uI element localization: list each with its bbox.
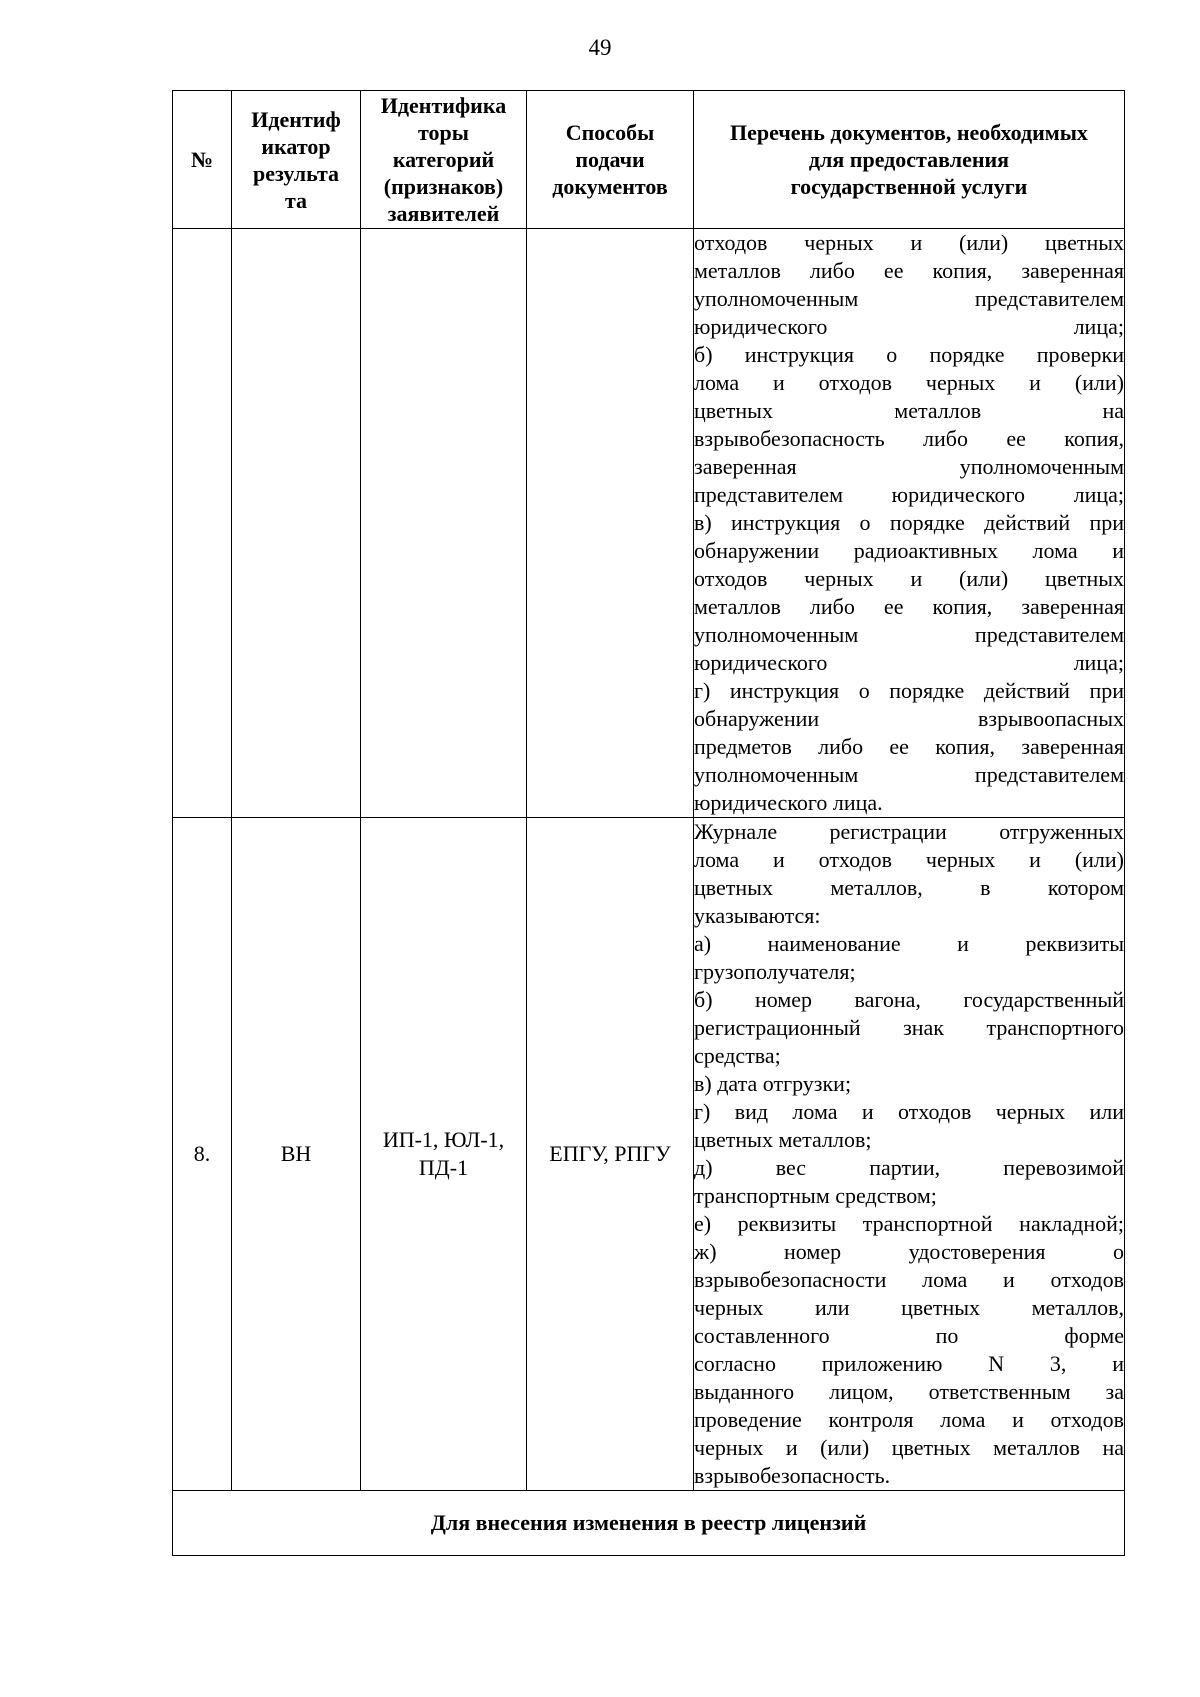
text-line: составленного по форме [694,1323,1124,1348]
text-line: в) инструкция о порядке действий при [694,510,1124,535]
section-heading: Для внесения изменения в реестр лицензий [173,1491,1125,1556]
cell-result-id: ВН [232,818,361,1491]
header-line: торы [418,120,469,145]
row-8 [173,818,1125,1491]
cell-documents [694,818,1125,1491]
text-line: металлов либо ее копия, заверенная [694,258,1124,283]
continuation-row [173,229,1125,818]
header-line: заявителей [387,201,500,226]
text-line: ж) номер удостоверения о [694,1239,1124,1264]
text-line: а) наименование и реквизиты [694,931,1124,956]
header-line: икатор [261,133,331,159]
text-line: согласно приложению N 3, и [694,1351,1124,1376]
cell-number: 8. [173,818,232,1491]
text-line: Журнале регистрации отгруженных [694,819,1124,844]
text-line: указываются: [694,903,821,928]
header-line: государственной услуги [790,174,1028,199]
header-line: Идентифика [380,93,507,118]
text-line: юридического лица; [694,650,1124,675]
text-line: черных и (или) цветных металлов на [694,1435,1124,1460]
header-line: Способы [565,120,655,145]
text-line: уполномоченным представителем [694,622,1124,647]
text-line: грузополучателя; [694,959,856,984]
text-line: взрывобезопасность либо ее копия, [694,426,1124,451]
text-line: в) дата отгрузки; [694,1071,852,1096]
header-line: результа [252,160,340,186]
header-category-ids [361,91,527,229]
header-line: документов [552,174,668,199]
header-result-id [232,91,361,229]
category-line: ПД-1 [418,1155,469,1180]
text-line: черных или цветных металлов, [694,1295,1124,1320]
header-line: (признаков) [383,174,504,199]
header-number-label: № [190,147,214,172]
header-line: Перечень документов, необходимых [730,120,1088,145]
header-number [173,91,232,229]
text-line: г) вид лома и отходов черных или [694,1099,1124,1124]
header-line: Идентиф [251,106,341,132]
header-line: та [284,187,308,213]
section-footer-row [173,1491,1125,1556]
page-number: 49 [588,35,612,60]
text-line: цветных металлов; [694,1127,872,1152]
text-line: металлов либо ее копия, заверенная [694,594,1124,619]
text-line: лома и отходов черных и (или) [694,847,1124,872]
text-line: выданного лицом, ответственным за [694,1379,1124,1404]
text-line: обнаружении взрывоопасных [694,706,1124,731]
header-row [173,91,1125,229]
text-line: транспортным средством; [694,1183,937,1208]
header-documents [694,91,1125,229]
text-line: цветных металлов на [694,398,1124,423]
text-line: юридического лица. [694,790,883,815]
header-line: для предоставления [808,147,1010,172]
services-table [172,90,1125,1556]
category-line: ИП-1, ЮЛ-1, [382,1127,505,1152]
text-line: обнаружении радиоактивных лома и [694,538,1124,563]
text-line: уполномоченным представителем [694,286,1124,311]
text-line: отходов черных и (или) цветных [694,566,1124,591]
cell-category-ids [361,818,527,1491]
text-line: уполномоченным представителем [694,762,1124,787]
cell-number [173,229,232,818]
cell-submission: ЕПГУ, РПГУ [527,818,694,1491]
cell-result-id [232,229,361,818]
text-line: регистрационный знак транспортного [694,1015,1124,1040]
text-line: б) номер вагона, государственный [694,987,1124,1012]
text-line: б) инструкция о порядке проверки [694,342,1124,367]
cell-submission [527,229,694,818]
text-line: отходов черных и (или) цветных [694,230,1124,255]
text-line: проведение контроля лома и отходов [694,1407,1124,1432]
text-line: представителем юридического лица; [694,482,1124,507]
text-line: г) инструкция о порядке действий при [694,678,1124,703]
text-line: лома и отходов черных и (или) [694,370,1124,395]
header-line: подачи [575,147,645,172]
header-line: категорий [392,147,495,172]
text-line: д) вес партии, перевозимой [694,1155,1124,1180]
header-submission [527,91,694,229]
text-line: заверенная уполномоченным [694,454,1124,479]
cell-documents-continued [694,229,1125,818]
text-line: средства; [694,1043,781,1068]
text-line: цветных металлов, в котором [694,875,1124,900]
text-line: взрывобезопасности лома и отходов [694,1267,1124,1292]
text-line: предметов либо ее копия, заверенная [694,734,1124,759]
cell-category-ids [361,229,527,818]
text-line: юридического лица; [694,314,1124,339]
text-line: е) реквизиты транспортной накладной; [694,1211,1124,1236]
text-line: взрывобезопасность. [694,1463,891,1488]
